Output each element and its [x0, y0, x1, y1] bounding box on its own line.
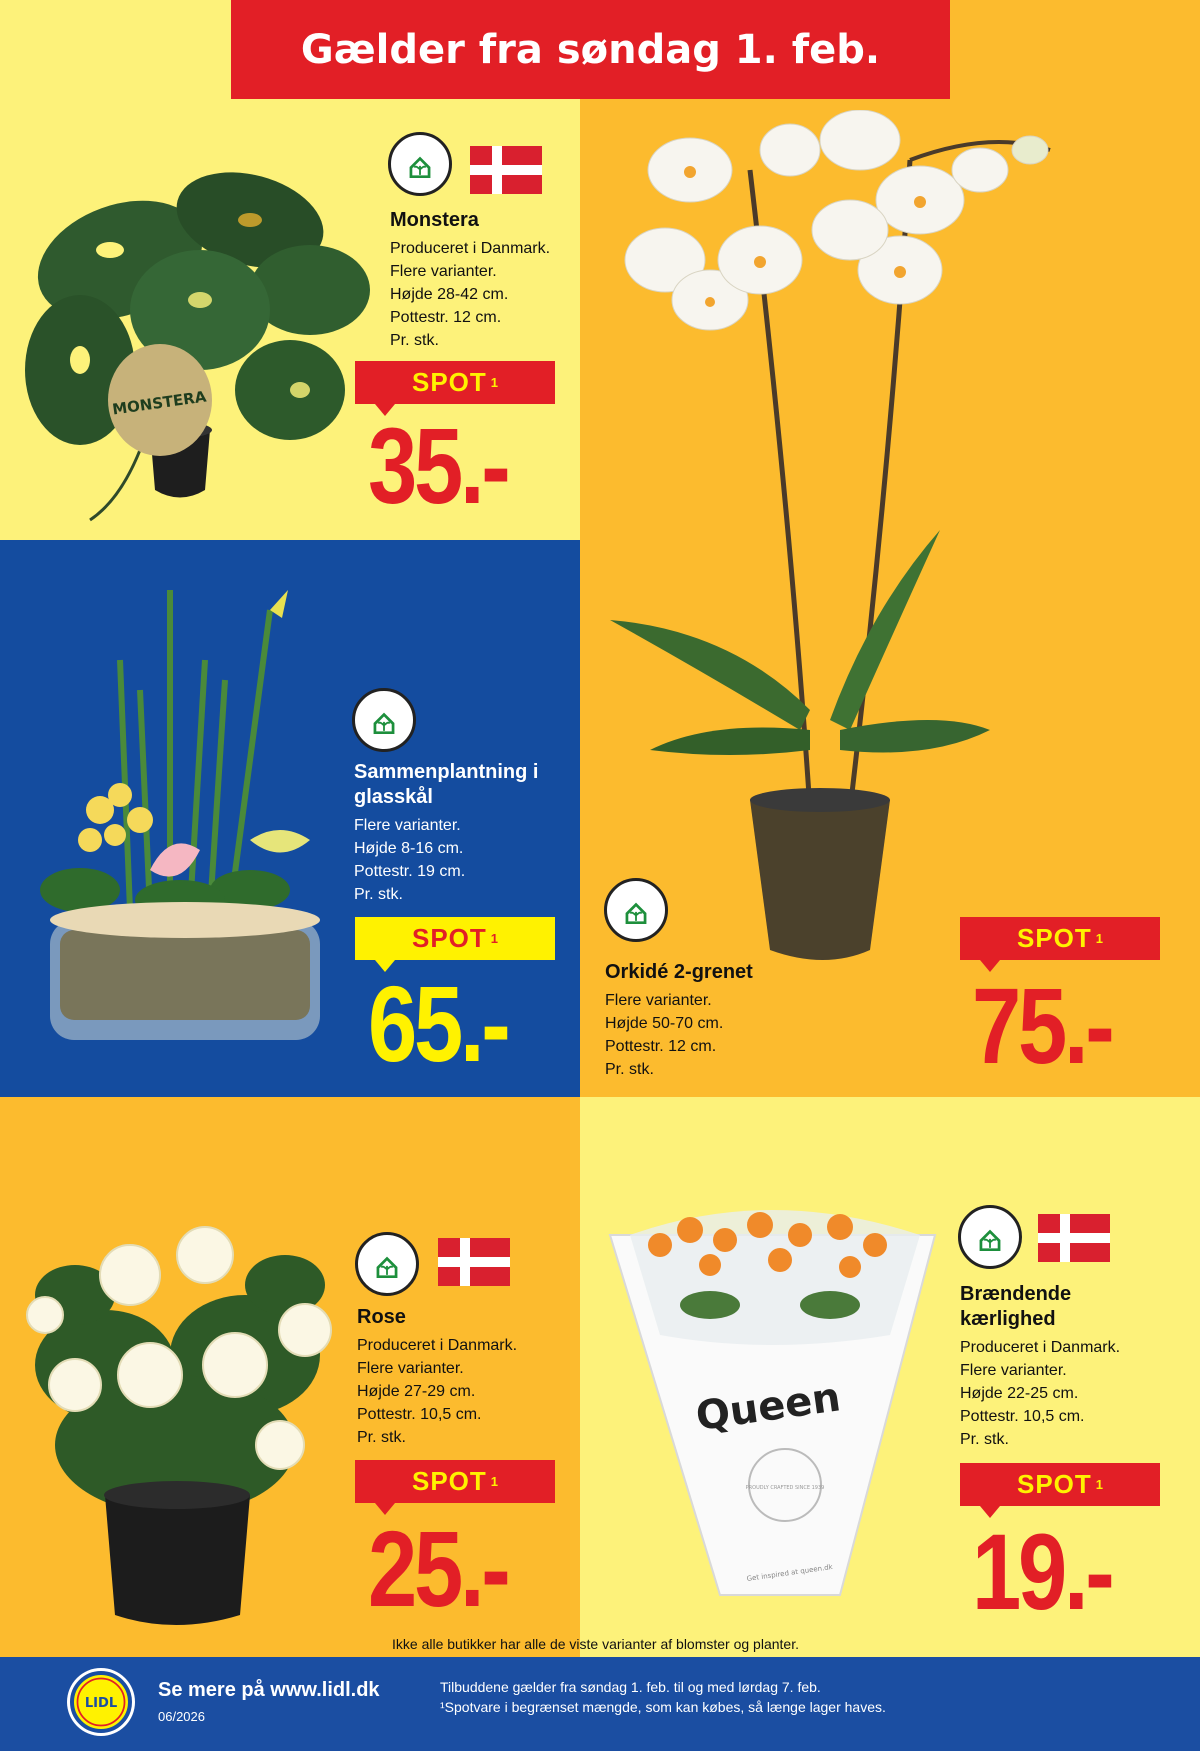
sleeve-seal: PROUDLY CRAFTED SINCE 1939	[745, 1485, 825, 1491]
orchid-name: Orkidé 2-grenet	[605, 961, 753, 983]
monstera-line: Pottestr. 12 cm.	[390, 309, 502, 326]
orchid-line: Flere varianter.	[605, 992, 712, 1009]
rose-line: Flere varianter.	[357, 1360, 464, 1377]
kalanchoe-line: Pottestr. 10,5 cm.	[960, 1408, 1085, 1425]
kalanchoe-line: Højde 22-25 cm.	[960, 1385, 1079, 1402]
logo-text: LIDL	[84, 1696, 118, 1712]
arrangement-line: Pr. stk.	[354, 886, 403, 903]
rose-line: Pottestr. 10,5 cm.	[357, 1406, 482, 1423]
footer	[0, 1657, 1200, 1751]
validity-title: Gælder fra søndag 1. feb.	[300, 26, 881, 73]
monstera-tag-label: MONSTERA	[111, 387, 208, 419]
monstera-line: Produceret i Danmark.	[390, 240, 551, 257]
danish-flag-kalanchoe	[1038, 1214, 1110, 1262]
rose-image	[15, 1215, 345, 1625]
kalanchoe-info	[960, 1282, 1160, 1451]
orchid-line: Pr. stk.	[605, 1061, 654, 1078]
monstera-image	[20, 150, 380, 530]
spot-label-arrangement: SPOT 1	[355, 917, 555, 960]
spot-label-orchid: SPOT 1	[960, 917, 1160, 960]
validity-banner	[231, 0, 950, 99]
monstera-line: Flere varianter.	[390, 263, 497, 280]
monstera-line: Højde 28-42 cm.	[390, 286, 509, 303]
kalanchoe-name: Brændende kærlighed	[960, 1283, 1072, 1330]
lidl-logo[interactable]	[70, 1671, 132, 1733]
spot-footnote: ¹Spotvare i begrænset mængde, som kan købes, så længe lager haves.	[440, 1699, 886, 1715]
danish-flag-rose	[438, 1238, 510, 1286]
rose-line: Produceret i Danmark.	[357, 1337, 518, 1354]
variant-disclaimer: Ikke alle butikker har alle de viste varianter af blomster og planter.	[392, 1636, 799, 1652]
price-monstera: 35.-	[368, 405, 508, 526]
orchid-info	[605, 960, 753, 1081]
sleeve-url: Get inspired at queen.dk	[746, 1563, 834, 1584]
spot-label-monstera: SPOT 1	[355, 361, 555, 404]
footer-fine-print	[440, 1677, 886, 1717]
indoor-badge-rose	[355, 1232, 419, 1296]
spot-label-kalanchoe: SPOT 1	[960, 1463, 1160, 1506]
sleeve-brand: Queen	[693, 1374, 844, 1441]
orchid-line: Pottestr. 12 cm.	[605, 1038, 717, 1055]
spot-label-rose: SPOT 1	[355, 1460, 555, 1503]
issue-number: 06/2026	[158, 1709, 205, 1724]
arrangement-name: Sammenplantning i glasskål	[354, 761, 539, 808]
kalanchoe-line: Produceret i Danmark.	[960, 1339, 1121, 1356]
offer-validity-text: Tilbuddene gælder fra søndag 1. feb. til og med lørdag 7. feb.	[440, 1679, 821, 1695]
orchid-line: Højde 50-70 cm.	[605, 1015, 724, 1032]
arrangement-line: Højde 8-16 cm.	[354, 840, 464, 857]
price-kalanchoe: 19.-	[972, 1511, 1112, 1632]
rose-name: Rose	[357, 1306, 406, 1328]
arrangement-info	[354, 760, 554, 906]
kalanchoe-line: Pr. stk.	[960, 1431, 1009, 1448]
danish-flag-monstera	[470, 146, 542, 194]
rose-info	[357, 1305, 517, 1449]
arrangement-line: Flere varianter.	[354, 817, 461, 834]
monstera-line: Pr. stk.	[390, 332, 439, 349]
kalanchoe-line: Flere varianter.	[960, 1362, 1067, 1379]
arrangement-line: Pottestr. 19 cm.	[354, 863, 466, 880]
monstera-name: Monstera	[390, 209, 479, 231]
indoor-badge-kalanchoe	[958, 1205, 1022, 1269]
rose-line: Højde 27-29 cm.	[357, 1383, 476, 1400]
price-orchid: 75.-	[972, 965, 1112, 1086]
kalanchoe-image	[600, 1195, 945, 1610]
price-arrangement: 65.-	[368, 963, 508, 1084]
arrangement-image	[20, 570, 340, 1070]
rose-line: Pr. stk.	[357, 1429, 406, 1446]
website-link[interactable]: Se mere på www.lidl.dk	[158, 1679, 380, 1701]
monstera-info	[390, 208, 550, 352]
price-rose: 25.-	[368, 1508, 508, 1629]
orchid-image	[610, 110, 1190, 960]
indoor-badge-monstera	[388, 132, 452, 196]
indoor-badge-arrangement	[352, 688, 416, 752]
indoor-badge-orchid	[604, 878, 668, 942]
